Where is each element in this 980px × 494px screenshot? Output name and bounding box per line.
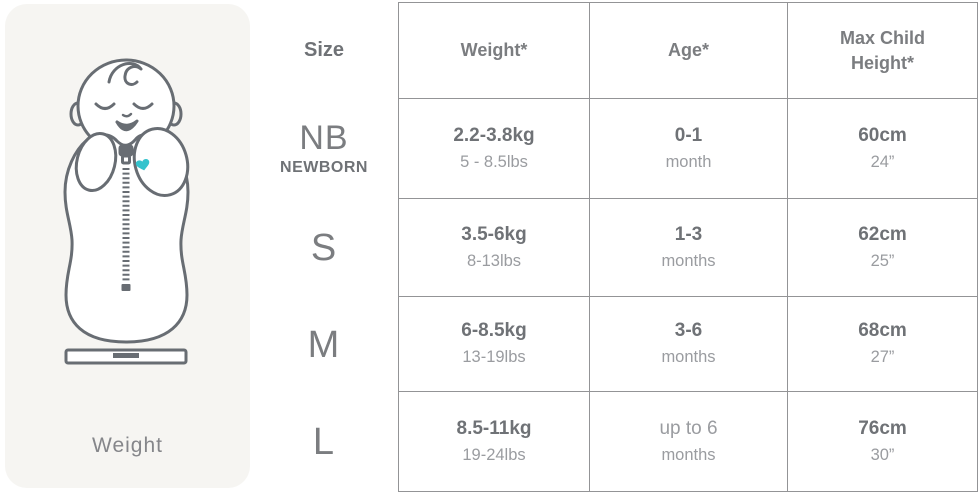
baby-swaddle-illustration <box>5 4 250 488</box>
weight-cell-l <box>398 392 590 492</box>
age-header-label: Age* <box>667 40 709 61</box>
size-label-nb: NB <box>299 119 349 157</box>
size-cell-nb <box>250 99 398 199</box>
height-cell-l <box>788 392 978 492</box>
height-in-l: 30” <box>870 445 895 464</box>
weight-kg-nb: 2.2-3.8kg <box>453 124 535 146</box>
size-cell-m <box>250 297 398 392</box>
height-cell-nb <box>788 99 978 199</box>
size-label-m: M <box>307 323 341 366</box>
age-range-m: 3-6 <box>674 320 703 342</box>
size-label-l: L <box>312 421 336 463</box>
height-cm-l: 76cm <box>858 417 907 439</box>
height-cm-m: 68cm <box>858 320 907 342</box>
weight-kg-l: 8.5-11kg <box>456 417 532 439</box>
header-cell-size <box>250 2 398 99</box>
age-unit-m: months <box>661 348 716 367</box>
scale-display <box>113 353 139 358</box>
zipper-pull <box>123 156 130 163</box>
size-label-s: S <box>310 227 338 269</box>
weight-lbs-m: 13-19lbs <box>462 348 526 367</box>
weight-lbs-s: 8-13lbs <box>466 251 522 270</box>
age-range-l: up to 6 <box>659 417 718 439</box>
zipper-slider <box>120 146 132 155</box>
weight-cell-s <box>398 199 590 297</box>
age-cell-nb <box>590 99 788 199</box>
height-in-s: 25” <box>870 251 895 270</box>
age-cell-s <box>590 199 788 297</box>
weight-header-label: Weight* <box>460 40 528 61</box>
weight-kg-m: 6-8.5kg <box>461 320 527 342</box>
age-cell-l <box>590 392 788 492</box>
header-cell-weight <box>398 2 590 99</box>
size-sublabel-newborn: NEWBORN <box>280 159 368 176</box>
size-cell-l <box>250 392 398 492</box>
age-unit-l: months <box>661 445 716 464</box>
age-cell-m <box>590 297 788 392</box>
height-header-label: Max Child Height* <box>839 28 925 73</box>
header-cell-height <box>788 2 978 99</box>
weight-lbs-nb: 5 - 8.5lbs <box>460 152 528 171</box>
size-header-label: Size <box>303 39 345 61</box>
size-cell-s <box>250 199 398 297</box>
height-cm-nb: 60cm <box>858 124 907 146</box>
weight-panel <box>5 4 250 488</box>
age-range-nb: 0-1 <box>674 124 703 146</box>
age-range-s: 1-3 <box>674 223 703 245</box>
weight-kg-s: 3.5-6kg <box>461 223 527 245</box>
header-cell-age <box>590 2 788 99</box>
weight-lbs-l: 19-24lbs <box>462 445 526 464</box>
weight-cell-m <box>398 297 590 392</box>
weight-caption: Weight <box>92 434 163 457</box>
height-cell-s <box>788 199 978 297</box>
age-unit-nb: month <box>665 152 712 171</box>
age-unit-s: months <box>661 251 716 270</box>
height-cell-m <box>788 297 978 392</box>
height-in-m: 27” <box>870 348 895 367</box>
weight-cell-nb <box>398 99 590 199</box>
size-table <box>250 2 978 492</box>
height-in-nb: 24” <box>870 152 895 171</box>
height-cm-s: 62cm <box>858 223 907 245</box>
zipper-stop <box>122 284 131 291</box>
